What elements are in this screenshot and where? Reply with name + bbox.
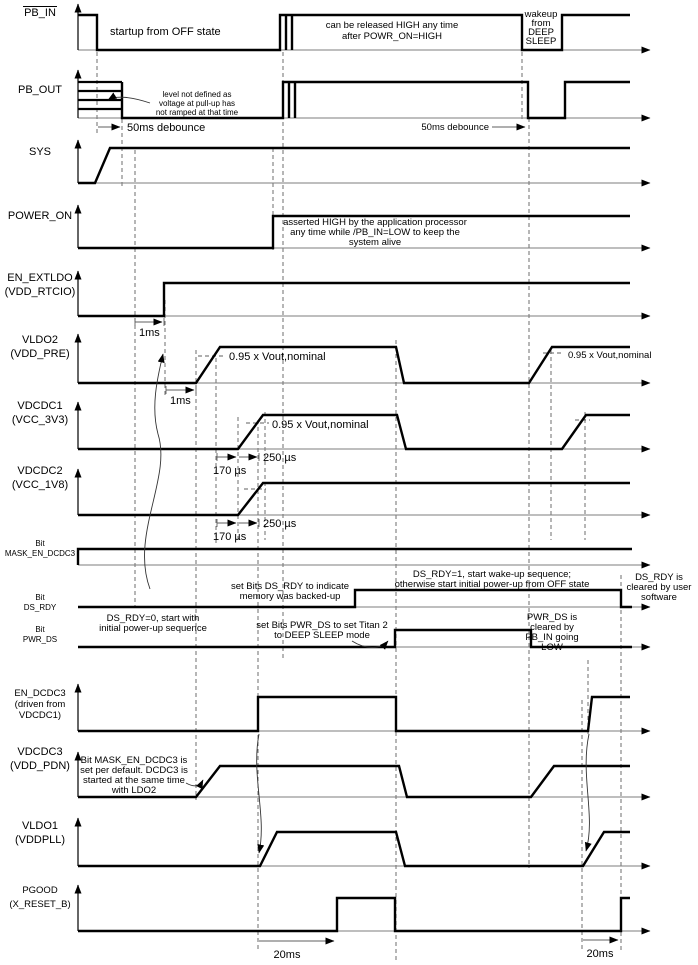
waveform-pgood xyxy=(78,898,630,931)
annotation-wakeup-note: DEEP xyxy=(528,27,554,38)
annotation-delay-1ms-a: 1ms xyxy=(139,327,160,339)
row-label-vdcdc3: (VDD_PDN) xyxy=(10,760,70,772)
row-label-pgood: (X_RESET_B) xyxy=(9,899,71,910)
annotation-dsrdy-set-note: memory was backed-up xyxy=(239,591,341,602)
waveform-bit-mask-en-dcdc3 xyxy=(78,549,632,565)
waveform-en-dcdc3 xyxy=(78,697,630,731)
annotation-pwrds-cleared-note: LOW xyxy=(541,642,563,653)
annotation-delay-20ms-right: 20ms xyxy=(586,948,614,960)
leader-dcdc3-note xyxy=(186,780,203,786)
annotation-pwrds-set-note: to DEEP SLEEP mode xyxy=(274,630,370,641)
row-label-vdcdc3: VDCDC3 xyxy=(17,746,63,758)
annotation-pullup-note: not ramped at that time xyxy=(155,108,239,117)
waveform-vldo1 xyxy=(78,832,630,866)
annotation-pullup-note: voltage at pull-up has xyxy=(158,99,236,108)
annotation-delay-250us-b: 250 µs xyxy=(263,518,297,530)
annotation-dsrdy-cleared-note: DS_RDY is xyxy=(635,572,683,583)
row-pgood xyxy=(9,885,650,931)
row-label-en-dcdc3: VDCDC1) xyxy=(18,710,62,721)
row-vldo2 xyxy=(10,334,650,383)
annotation-poweron-note: system alive xyxy=(348,237,402,248)
row-bit-mask-en-dcdc3 xyxy=(5,539,650,565)
annotation-pwrds-cleared-note: PB_IN going xyxy=(525,632,579,643)
annotation-delay-20ms-left: 20ms xyxy=(273,949,301,961)
annotation-vout-vdcdc1: 0.95 x Vout,nominal xyxy=(272,419,369,431)
waveform-en-extldo xyxy=(78,283,630,316)
leader-dsrdy-zero xyxy=(144,354,163,589)
annotation-wakeup-note: SLEEP xyxy=(525,36,557,47)
annotations xyxy=(80,9,691,961)
annotation-debounce-right: 50ms debounce xyxy=(421,122,489,133)
row-label-vdcdc1: (VCC_3V3) xyxy=(11,414,69,426)
row-label-vldo1: VLDO1 xyxy=(21,820,59,832)
row-label-en-extldo: EN_EXTLDO xyxy=(7,272,73,284)
annotation-dsrdy-cleared-note: cleared by user xyxy=(626,582,692,593)
annotation-poweron-note: any time while /PB_IN=LOW to keep the xyxy=(290,227,460,238)
row-label-bit-ds-rdy: Bit xyxy=(35,593,45,602)
leader-vldo1-right xyxy=(586,734,589,851)
row-label-bit-mask-en-dcdc3: MASK_EN_DCDC3 xyxy=(4,549,76,558)
annotation-poweron-note: asserted HIGH by the application processor xyxy=(283,217,467,228)
annotation-pwrds-set-note: set Bits PWR_DS to set Titan 2 xyxy=(256,620,388,631)
row-label-vldo2: VLDO2 xyxy=(21,334,59,346)
row-label-pgood: PGOOD xyxy=(22,885,58,896)
annotation-delay-170us-b: 170 µs xyxy=(213,531,247,543)
annotation-vout-vldo2-left: 0.95 x Vout,nominal xyxy=(229,351,326,363)
annotation-pullup-note: level not defined as xyxy=(162,90,232,99)
annotation-debounce-left: 50ms debounce xyxy=(127,122,206,134)
annotation-dcdc3-default-note: set per default. DCDC3 is xyxy=(80,765,188,776)
row-label-vldo2: (VDD_PRE) xyxy=(10,348,70,360)
row-label-sys: SYS xyxy=(28,146,52,158)
waveform-sys xyxy=(78,148,630,183)
dashed-guides xyxy=(97,52,621,962)
row-vdcdc2 xyxy=(12,465,650,515)
annotation-release-note: after POWR_ON=HIGH xyxy=(341,31,443,42)
annotation-delay-170us-a: 170 µs xyxy=(213,465,247,477)
annotation-vout-vldo2-right: 0.95 x Vout,nominal xyxy=(568,350,652,361)
annotation-dcdc3-default-note: started at the same time xyxy=(83,775,185,786)
row-label-power-on: POWER_ON xyxy=(7,210,73,222)
row-label-en-dcdc3: (driven from xyxy=(14,699,66,710)
annotation-dsrdy-zero-note: initial power-up sequence xyxy=(99,623,207,634)
annotation-pwrds-cleared-note: PWR_DS is xyxy=(526,612,578,623)
annotation-startup-note: startup from OFF state xyxy=(110,26,221,38)
row-label-bit-ds-rdy: DS_RDY xyxy=(23,603,57,612)
annotation-wakeup-note: wakeup xyxy=(524,9,558,20)
row-label-en-dcdc3: EN_DCDC3 xyxy=(14,688,66,699)
annotation-delay-1ms-b: 1ms xyxy=(170,395,191,407)
row-label-vdcdc1: VDCDC1 xyxy=(17,400,63,412)
row-pb-out xyxy=(18,70,650,118)
annotation-dsrdy-wake-note: otherwise start initial power-up from OFF state xyxy=(394,579,590,590)
row-label-bit-pwr-ds: Bit xyxy=(35,625,45,634)
row-en-extldo xyxy=(5,271,650,316)
annotation-release-note: can be released HIGH any time xyxy=(325,20,459,31)
row-label-en-extldo: (VDD_RTCIO) xyxy=(4,286,76,298)
waveform-vdcdc2 xyxy=(78,483,630,515)
leader-vldo1-left xyxy=(257,734,262,853)
row-label-vdcdc2: (VCC_1V8) xyxy=(11,479,69,491)
row-label-pb-in: PB_IN xyxy=(24,7,56,19)
annotation-dcdc3-default-note: with LDO2 xyxy=(111,785,157,796)
row-label-vldo1: (VDDPLL) xyxy=(14,834,66,846)
row-label-vdcdc2: VDCDC2 xyxy=(17,465,63,477)
annotation-dsrdy-set-note: set Bits DS_RDY to indicate xyxy=(230,581,350,592)
annotation-dsrdy-cleared-note: software xyxy=(641,592,677,603)
annotation-dcdc3-default-note: Bit MASK_EN_DCDC3 is xyxy=(80,755,188,766)
row-label-bit-mask-en-dcdc3: Bit xyxy=(35,539,45,548)
row-vldo1 xyxy=(15,818,650,866)
leader-arrows xyxy=(108,97,589,853)
annotation-wakeup-note: from xyxy=(531,18,551,29)
row-label-bit-pwr-ds: PWR_DS xyxy=(22,635,58,644)
row-en-dcdc3 xyxy=(14,684,650,731)
row-label-pb-out: PB_OUT xyxy=(17,84,63,96)
annotation-dsrdy-wake-note: DS_RDY=1, start wake-up sequence; xyxy=(412,569,572,580)
annotation-pwrds-cleared-note: cleared by xyxy=(530,622,574,633)
annotation-dsrdy-zero-note: DS_RDY=0, start with xyxy=(106,613,200,624)
waveform-bit-ds-rdy xyxy=(78,590,632,607)
annotation-delay-250us-a: 250 µs xyxy=(263,452,297,464)
